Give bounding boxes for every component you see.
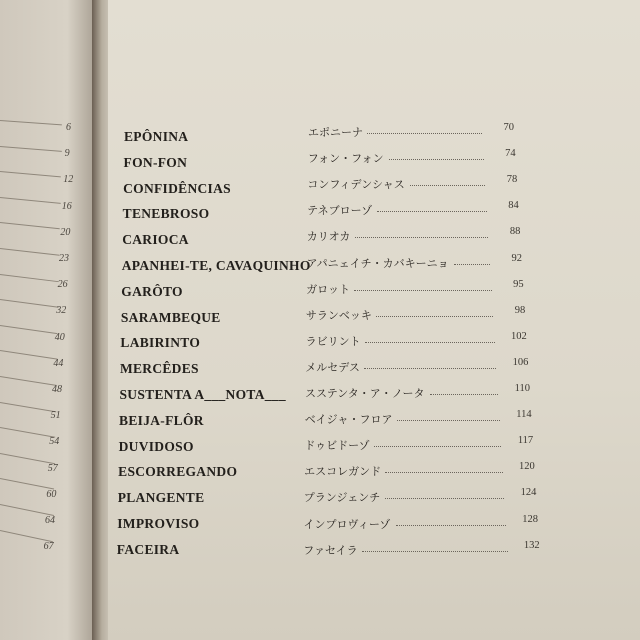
- toc-entry: [108, 487, 640, 513]
- toc-entry-japanese: インプロヴィーゾ: [303, 517, 391, 531]
- toc-entry: [108, 410, 640, 436]
- left-page-rule: [0, 402, 56, 412]
- left-page-number: 40: [54, 331, 65, 343]
- toc-entry-title: CARIOCA: [122, 232, 189, 248]
- left-page-number: 60: [46, 488, 57, 500]
- toc-leader-dots: [364, 368, 496, 369]
- toc-entry-page-number: 98: [514, 304, 526, 316]
- toc-entry: [108, 122, 640, 152]
- toc-leader-dots: [354, 290, 491, 291]
- toc-entry-japanese: スステンタ・ア・ノータ: [305, 387, 425, 400]
- toc-entry-page-number: 114: [516, 409, 532, 421]
- left-page-number: 20: [60, 226, 71, 238]
- toc-entry-japanese: ドゥビドーゾ: [304, 439, 370, 453]
- toc-entry-japanese: メルセデス: [305, 360, 360, 374]
- left-page-number: 6: [66, 122, 71, 133]
- toc-leader-dots: [374, 446, 501, 447]
- toc-entry-japanese: アパニェイチ・カバキーニョ: [306, 256, 449, 270]
- left-page-number: 67: [43, 541, 54, 553]
- left-page-rule: [0, 120, 62, 125]
- toc-entry-page-number: 128: [522, 513, 538, 525]
- left-page-rule: [0, 248, 59, 256]
- toc-entry: [108, 278, 640, 307]
- left-page-rule: [0, 427, 55, 438]
- left-page-rule: [0, 274, 59, 282]
- toc-leader-dots: [385, 498, 505, 499]
- left-page-rule: [0, 171, 61, 177]
- toc-entry-japanese: カリオカ: [306, 230, 351, 244]
- toc-entry-title: MERCÊDES: [119, 361, 199, 377]
- toc-leader-dots: [367, 133, 482, 134]
- toc-leader-dots: [454, 264, 491, 265]
- left-page-rule: [0, 222, 60, 229]
- toc-entry: [108, 174, 640, 204]
- left-page-rule: [0, 350, 57, 359]
- toc-entry-page-number: 132: [523, 539, 540, 551]
- toc-entry-page-number: 70: [503, 122, 514, 133]
- toc-entry: [108, 384, 640, 410]
- toc-leader-dots: [396, 525, 507, 526]
- toc-entry-title: SUSTENTA A___NOTA___: [119, 387, 286, 402]
- toc-entry-title: BEIJA-FLÔR: [119, 412, 204, 428]
- toc-leader-dots: [397, 420, 500, 421]
- toc-entry: [108, 304, 640, 333]
- toc-entry-title: DUVIDOSO: [118, 438, 194, 454]
- toc-entry-japanese: エポニーナ: [308, 126, 363, 139]
- toc-entry-japanese: エスコレガンド: [304, 465, 382, 479]
- toc-entry-page-number: 92: [511, 252, 522, 264]
- toc-entry-japanese: ベイジャ・フロア: [304, 413, 393, 427]
- toc-entry-page-number: 106: [512, 356, 529, 368]
- toc-entry-page-number: 84: [508, 200, 519, 212]
- left-page-rule: [0, 146, 61, 152]
- toc-entry-title: GARÔTO: [121, 283, 183, 299]
- toc-entry-title: EPÔNINA: [124, 129, 189, 144]
- left-page-number: 32: [56, 305, 67, 317]
- toc-entry-title: TENEBROSO: [122, 206, 210, 222]
- left-page-number: 64: [45, 515, 55, 526]
- toc-entry-title: CONFIDÊNCIAS: [123, 180, 231, 196]
- left-page-number: 51: [50, 410, 61, 422]
- toc-entry: [108, 539, 640, 565]
- toc-entry-page-number: 102: [511, 330, 527, 342]
- toc-entry-japanese: サランベッキ: [305, 308, 372, 322]
- toc-entry-title: IMPROVISO: [117, 516, 200, 531]
- toc-entry: [108, 148, 640, 178]
- toc-entry-title: FON-FON: [123, 154, 188, 170]
- toc-entry: [108, 252, 640, 281]
- left-page-rule: [0, 299, 58, 308]
- toc-entry: [108, 358, 640, 384]
- toc-entry-page-number: 88: [509, 226, 521, 238]
- toc-entry-title: LABIRINTO: [120, 335, 201, 351]
- left-page-rule: [0, 325, 58, 334]
- left-page-rule: [0, 376, 56, 386]
- toc-entry-japanese: フォン・フォン: [307, 152, 384, 166]
- toc-entry-title: FACEIRA: [116, 541, 180, 557]
- toc-entry: [108, 513, 640, 539]
- left-page-number: 9: [64, 148, 70, 160]
- table-of-contents-page: [108, 0, 640, 640]
- left-page: [0, 0, 96, 640]
- left-page-number: 44: [53, 357, 64, 369]
- toc-entry-page-number: 74: [505, 148, 516, 160]
- toc-leader-dots: [389, 159, 484, 160]
- toc-entry-title: ESCORREGANDO: [118, 464, 238, 480]
- toc-entry-japanese: コンフィデンシャス: [307, 178, 405, 192]
- toc-entry: [108, 436, 640, 462]
- left-page-number: 54: [49, 436, 60, 448]
- toc-leader-dots: [362, 551, 507, 552]
- toc-entry-japanese: ファセイラ: [303, 543, 358, 557]
- left-page-number: 12: [63, 174, 74, 186]
- toc-entry-page-number: 110: [514, 383, 530, 394]
- left-page-number: 16: [61, 200, 72, 212]
- toc-leader-dots: [377, 211, 487, 212]
- toc-leader-dots: [410, 185, 485, 186]
- toc-entry-title: SARAMBEQUE: [120, 309, 221, 325]
- left-page-rule: [0, 530, 53, 542]
- toc-entry: [108, 332, 640, 358]
- toc-entry-page-number: 124: [520, 487, 537, 499]
- left-page-number: 23: [59, 253, 69, 264]
- toc-entry: [108, 461, 640, 487]
- left-page-rule: [0, 197, 60, 204]
- toc-entry-title: PLANGENTE: [117, 490, 205, 506]
- toc-entry-title: APANHEI-TE, CAVAQUINHO: [121, 258, 311, 273]
- toc-leader-dots: [430, 394, 498, 395]
- left-page-rule: [0, 453, 55, 464]
- toc-entry-page-number: 78: [506, 174, 518, 186]
- left-page-number: 57: [47, 462, 58, 474]
- toc-entry-japanese: ガロット: [306, 282, 350, 296]
- toc-entry-page-number: 117: [517, 435, 534, 447]
- toc-entry-page-number: 120: [519, 461, 535, 473]
- toc-leader-dots: [355, 237, 489, 238]
- left-page-number: 48: [52, 384, 62, 395]
- left-page-number: 26: [57, 279, 68, 291]
- toc-entry-page-number: 95: [513, 278, 524, 290]
- toc-entry: [108, 200, 640, 229]
- toc-leader-dots: [385, 472, 503, 473]
- toc-entry: [108, 226, 640, 255]
- toc-leader-dots: [365, 342, 495, 343]
- toc-entry-japanese: ラビリント: [305, 334, 361, 348]
- toc-entry-japanese: テネブローゾ: [307, 204, 373, 218]
- toc-entry-japanese: プランジェンチ: [303, 491, 381, 505]
- toc-leader-dots: [376, 316, 493, 317]
